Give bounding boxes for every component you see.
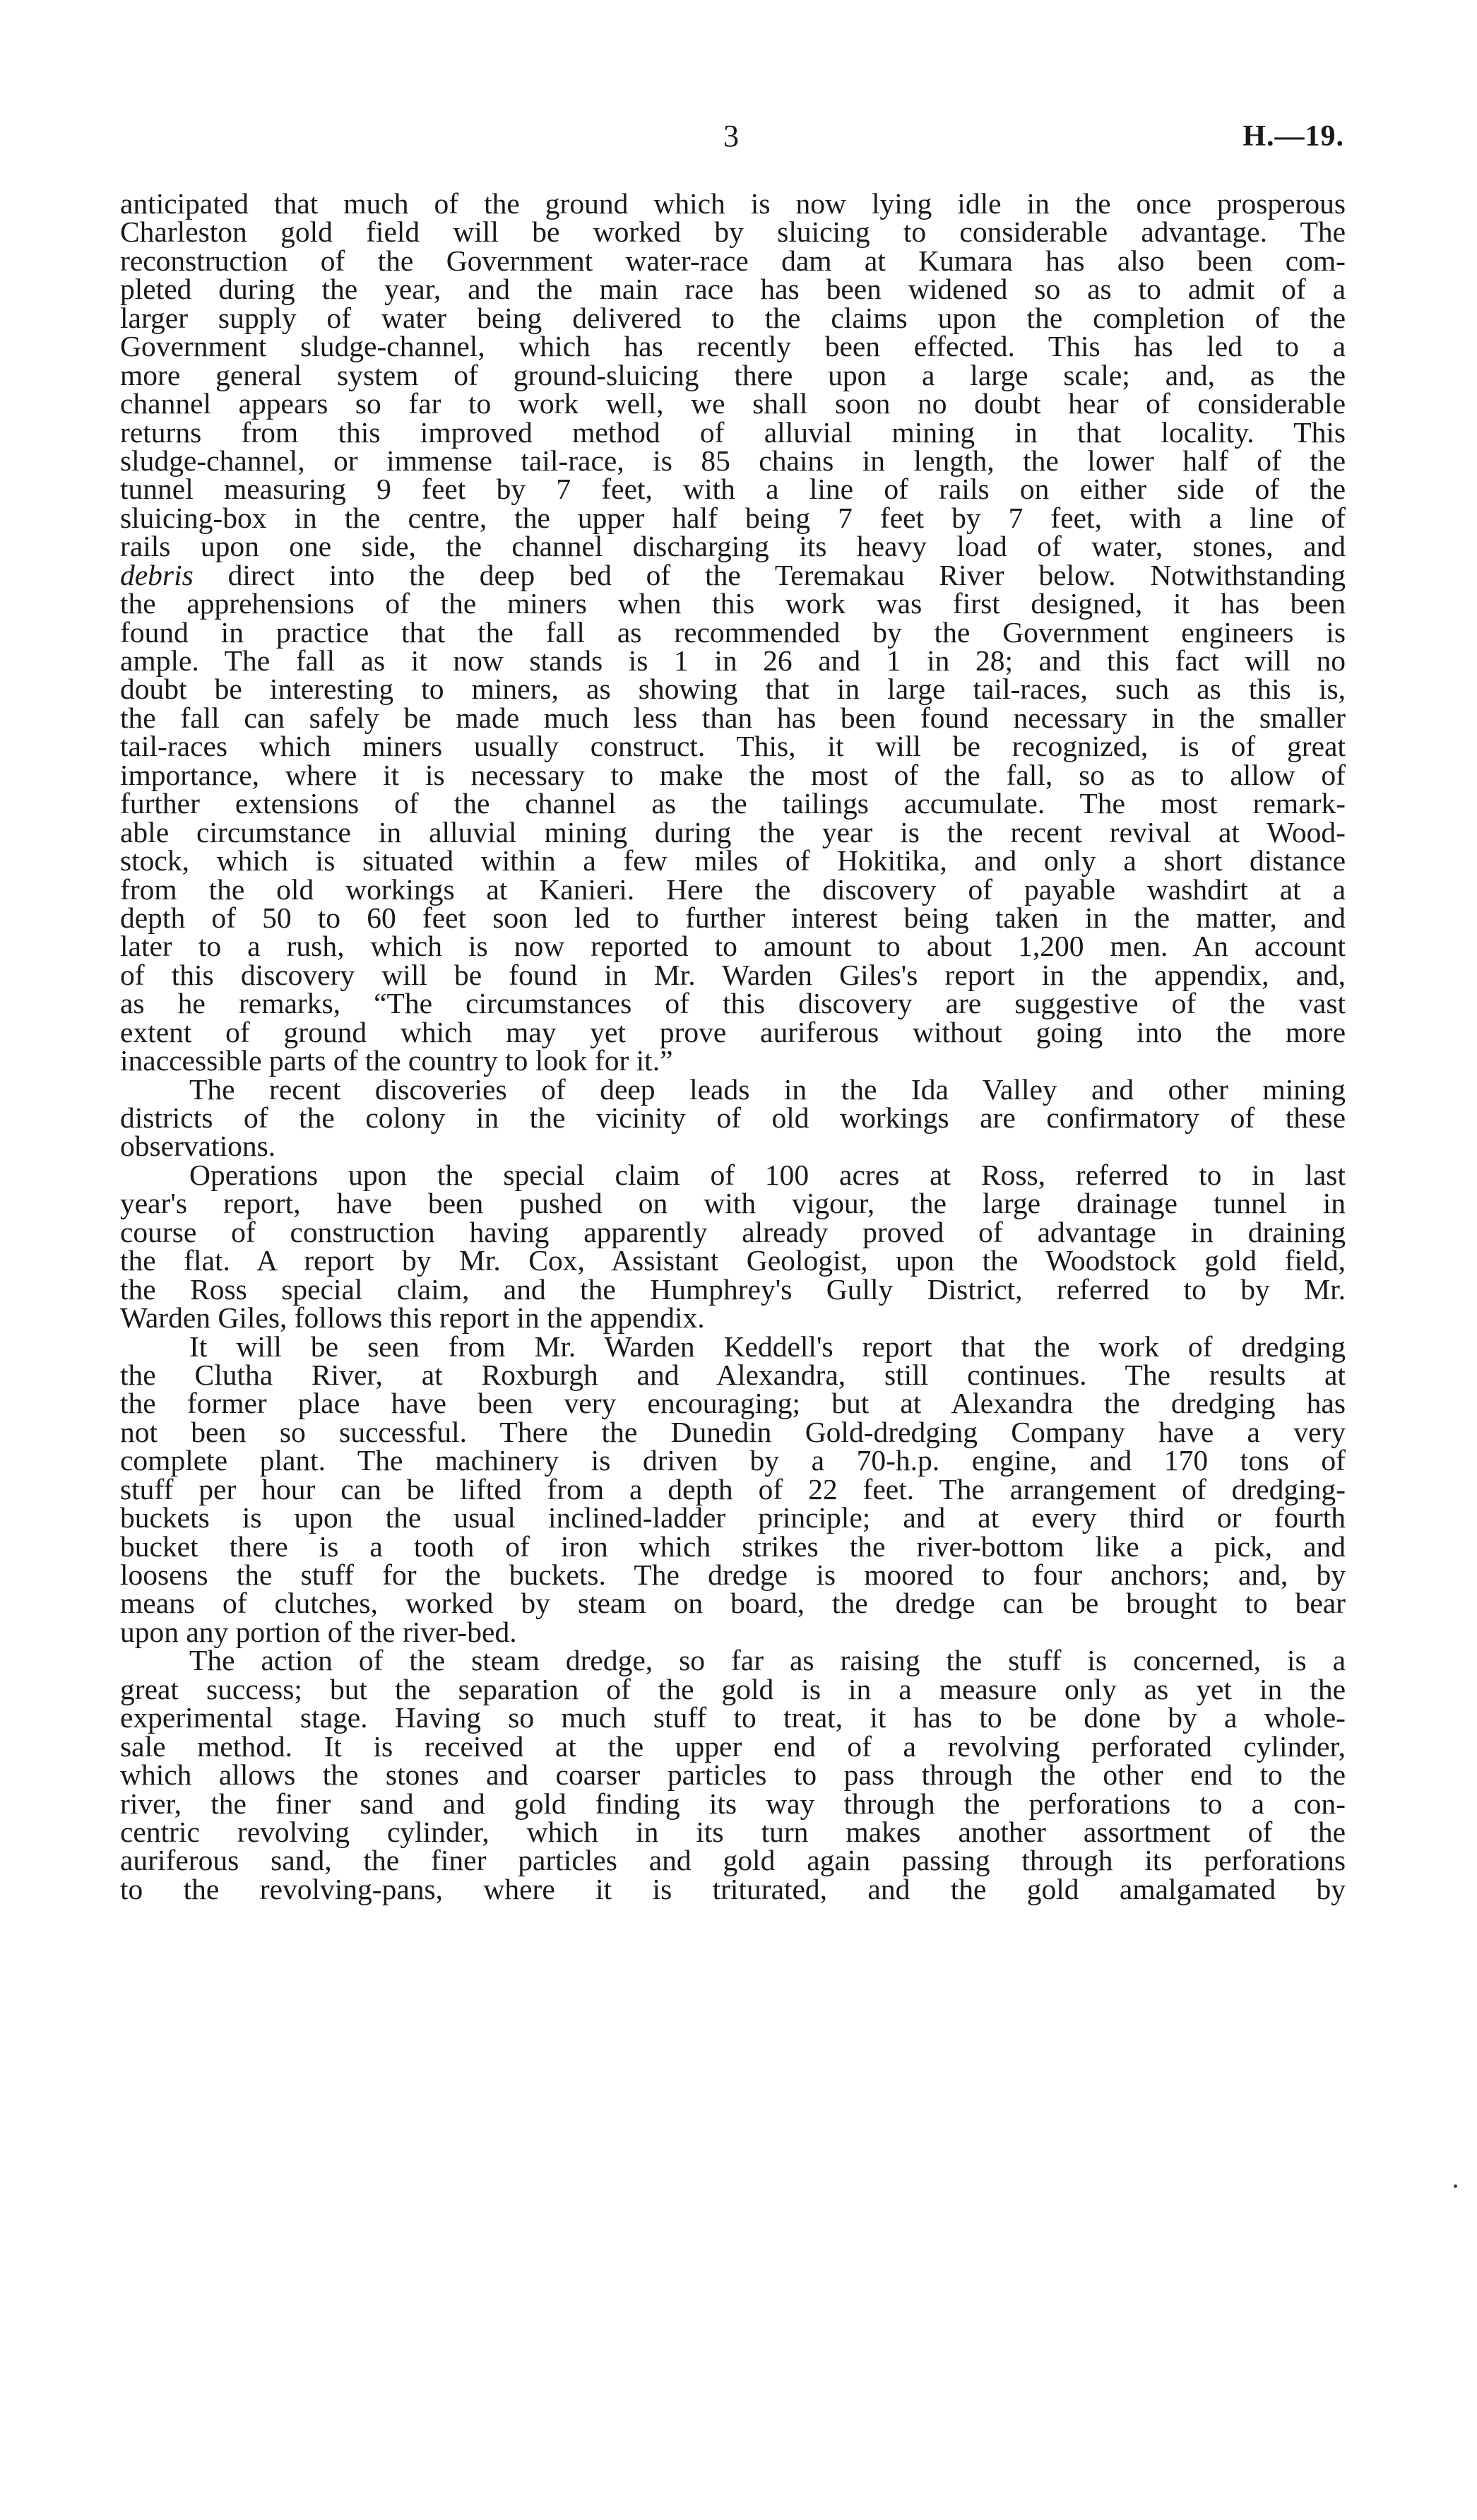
text-line: as he remarks, “The circumstances of this discovery are suggestive of the vast — [120, 987, 1346, 1020]
text-line: depth of 50 to 60 feet soon led to further interest being taken in the matter, and — [120, 901, 1346, 934]
text-line: sluicing-box in the centre, the upper half being 7 feet by 7 feet, with a line of — [120, 501, 1346, 534]
text-line: the fall can safely be made much less than has been found necessary in the smaller — [120, 701, 1346, 734]
text-line: centric revolving cylinder, which in its turn makes another assortment of the — [120, 1815, 1346, 1848]
text-line: The action of the steam dredge, so far as raising the stuff is concerned, is a — [189, 1644, 1346, 1677]
text-line: the flat. A report by Mr. Cox, Assistant Geologist, upon the Woodstock gold field, — [120, 1244, 1346, 1277]
text-line: sale method. It is received at the upper end of a revolving perforated cylinder, — [120, 1729, 1346, 1763]
text-line: from the old workings at Kanieri. Here the discovery of payable washdirt at a — [120, 872, 1346, 906]
text-line: the apprehensions of the miners when this work was first designed, it has been — [120, 587, 1346, 620]
text-line: sludge-channel, or immense tail-race, is 85 chains in length, the lower half of the — [120, 444, 1346, 477]
text-line: The recent discoveries of deep leads in the Ida Valley and other mining — [189, 1072, 1346, 1106]
text-line: of this discovery will be found in Mr. Warden Giles's report in the appendix, and, — [120, 958, 1346, 991]
text-line: inaccessible parts of the country to look for it.” — [120, 1044, 673, 1077]
text-line: the Clutha River, at Roxburgh and Alexandra, still continues. The results at — [120, 1358, 1346, 1391]
text-line: upon any portion of the river-bed. — [120, 1615, 517, 1648]
text-line: loosens the stuff for the buckets. The dredge is moored to four anchors; and, by — [120, 1558, 1346, 1591]
text-line: experimental stage. Having so much stuff to treat, it has to be done by a whole- — [120, 1701, 1346, 1734]
page-number: 3 — [723, 119, 739, 153]
text-line: the Ross special claim, and the Humphrey's Gully District, referred to by Mr. — [120, 1272, 1346, 1306]
report-body-text — [120, 189, 1346, 1903]
text-line: debris direct into the deep bed of the Teremakau River below. Notwithstanding — [120, 558, 1346, 591]
text-line: Operations upon the special claim of 100 acres at Ross, referred to in last — [189, 1158, 1346, 1191]
text-line: stuff per hour can be lifted from a depth of 22 feet. The arrangement of dredging- — [120, 1472, 1346, 1506]
text-line: course of construction having apparently already proved of advantage in draining — [120, 1215, 1346, 1248]
document-reference: H.—19. — [1242, 120, 1344, 153]
text-line: found in practice that the fall as recommended by the Government engineers is — [120, 615, 1346, 649]
text-line: It will be seen from Mr. Warden Keddell's report that the work of dredging — [189, 1330, 1346, 1363]
text-line: larger supply of water being delivered to the claims upon the completion of the — [120, 301, 1346, 334]
text-line: observations. — [120, 1130, 276, 1163]
text-line: complete plant. The machinery is driven by a 70-h.p. engine, and 170 tons of — [120, 1444, 1346, 1477]
text-line: the former place have been very encouraging; but at Alexandra the dredging has — [120, 1387, 1346, 1420]
text-line: Government sludge-channel, which has recently been effected. This has led to a — [120, 330, 1346, 363]
text-line: more general system of ground-sluicing there upon a large scale; and, as the — [120, 358, 1346, 391]
text-line: districts of the colony in the vicinity of old workings are confirmatory of these — [120, 1101, 1346, 1134]
text-line: importance, where it is necessary to make the most of the fall, so as to allow of — [120, 758, 1346, 791]
text-line: reconstruction of the Government water-race dam at Kumara has also been com- — [120, 244, 1346, 277]
text-line: great success; but the separation of the gold is in a measure only as yet in the — [120, 1672, 1346, 1705]
text-line: doubt be interesting to miners, as showing that in large tail-races, such as this is, — [120, 673, 1346, 706]
text-line: year's report, have been pushed on with vigour, the large drainage tunnel in — [120, 1187, 1346, 1220]
text-line: returns from this improved method of alluvial mining in that locality. This — [120, 415, 1346, 449]
text-line: further extensions of the channel as the tailings accumulate. The most remark- — [120, 787, 1346, 820]
text-line: buckets is upon the usual inclined-ladder principle; and at every third or fourth — [120, 1501, 1346, 1534]
text-line: extent of ground which may yet prove auriferous without going into the more — [120, 1015, 1346, 1048]
text-line: later to a rush, which is now reported to amount to about 1,200 men. An account — [120, 930, 1346, 963]
text-line: tail-races which miners usually construct. This, it will be recognized, is of great — [120, 730, 1346, 763]
text-line: auriferous sand, the finer particles and gold again passing through its perforations — [120, 1844, 1346, 1877]
text-line: rails upon one side, the channel discharging its heavy load of water, stones, and — [120, 530, 1346, 563]
text-line: means of clutches, worked by steam on board, the dredge can be brought to bear — [120, 1587, 1346, 1620]
text-line: bucket there is a tooth of iron which strikes the river-bottom like a pick, and — [120, 1530, 1346, 1563]
text-line: not been so successful. There the Dunedin Gold-dredging Company have a very — [120, 1415, 1346, 1448]
text-line: to the revolving-pans, where it is triturated, and the gold amalgamated by — [120, 1872, 1346, 1905]
text-line: anticipated that much of the ground which is now lying idle in the once prosperous — [120, 187, 1346, 220]
text-line: channel appears so far to work well, we shall soon no doubt hear of considerable — [120, 387, 1346, 420]
text-line: which allows the stones and coarser particles to pass through the other end to the — [120, 1758, 1346, 1792]
text-line: stock, which is situated within a few miles of Hokitika, and only a short distance — [120, 844, 1346, 877]
text-line: ample. The fall as it now stands is 1 in 26 and 1 in 28; and this fact will no — [120, 644, 1346, 677]
text-line: pleted during the year, and the main race has been widened so as to admit of a — [120, 273, 1346, 306]
text-line: Charleston gold field will be worked by sluicing to considerable advantage. The — [120, 215, 1346, 249]
text-line: able circumstance in alluvial mining during the year is the recent revival at Wood- — [120, 815, 1346, 848]
text-line: river, the finer sand and gold finding its way through the perforations to a con- — [120, 1787, 1346, 1820]
text-line: tunnel measuring 9 feet by 7 feet, with a line of rails on either side of the — [120, 473, 1346, 506]
text-line: Warden Giles, follows this report in the appendix. — [120, 1301, 705, 1335]
margin-speck — [1454, 2184, 1457, 2188]
